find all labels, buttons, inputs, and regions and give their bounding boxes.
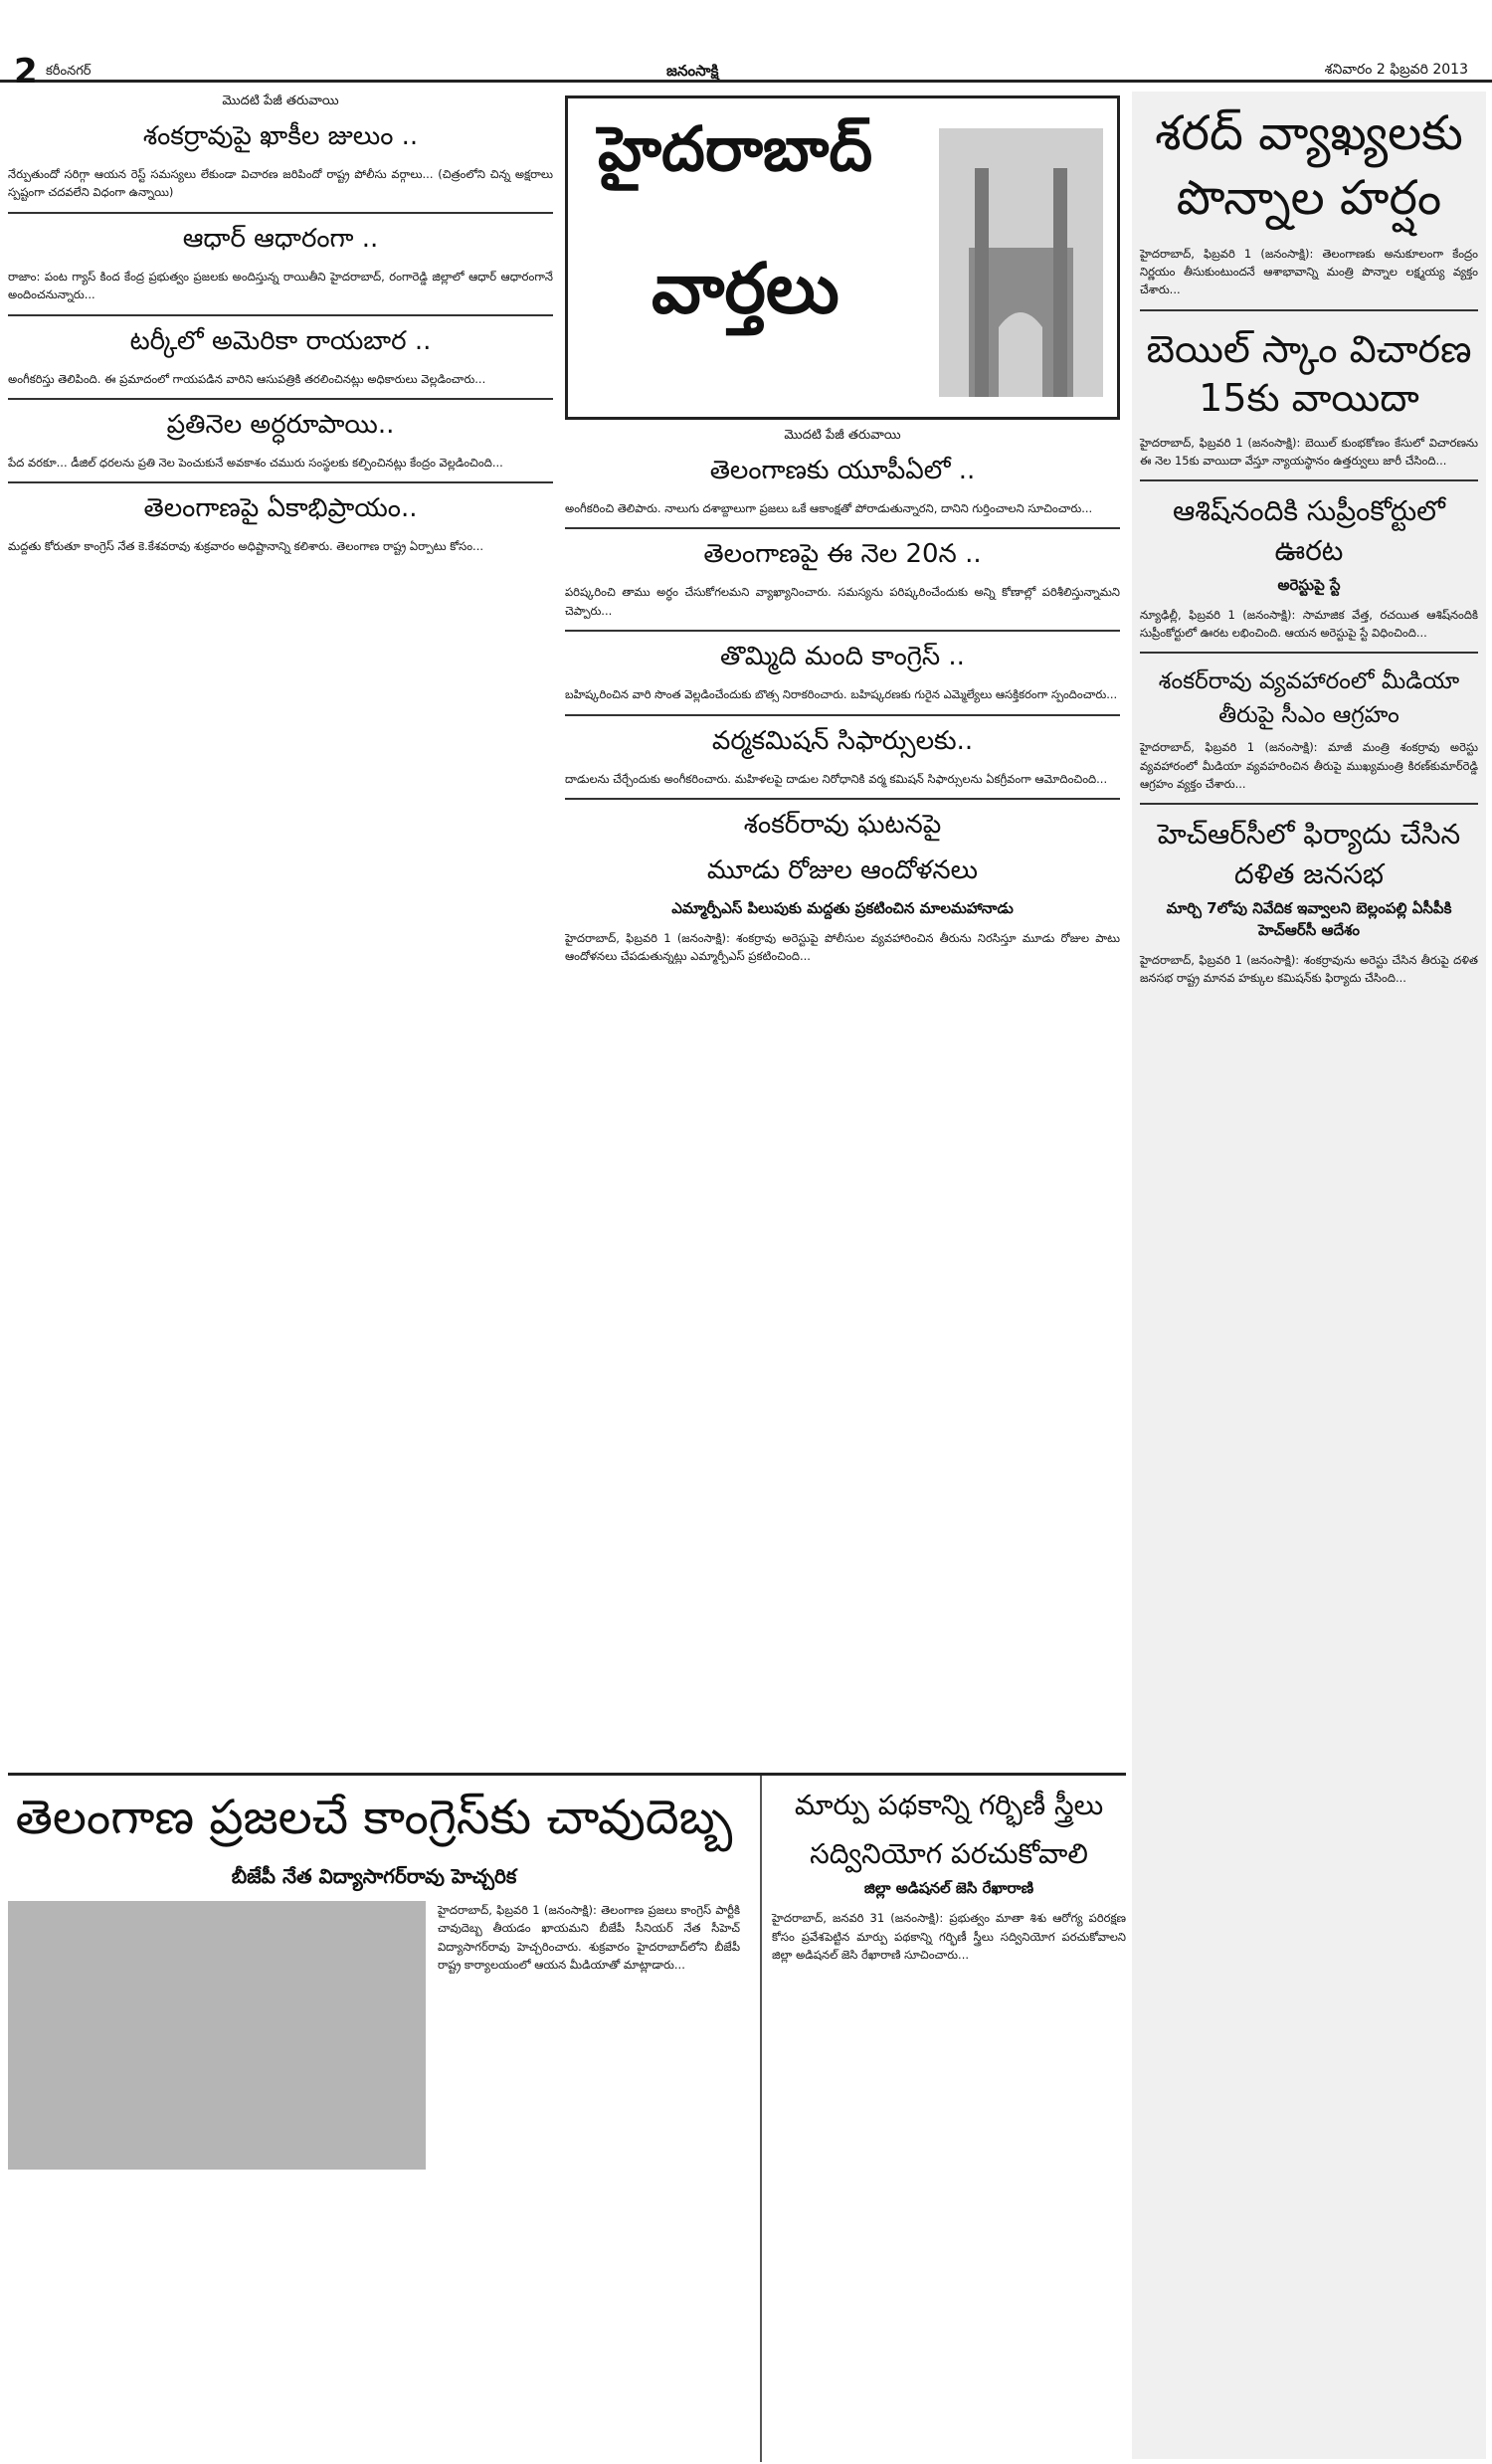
divider [565,630,1120,632]
column-left [8,92,553,1673]
banner-title-line1: హైదరాబాద్ [598,112,873,185]
article-body: హైదరాబాద్, ఫిబ్రవరి 1 (జనంసాక్షి): శంకర్రావు అరెస్టుపై పోలీసుల వ్యవహారించిన తీరును నిరసిస్తూ మూడు రోజుల పాటు ఆందోళనలు చేపడుతున్నట్లు ఎమ్మార్పీఎస్ ప్రకటించింది... [565,930,1120,964]
divider [1140,803,1478,805]
newspaper-brand: జనంసాక్షి [666,62,719,80]
lower-section [8,1773,1126,2462]
divider [8,212,553,214]
article-body: హైదరాబాద్, ఫిబ్రవరి 1 (జనంసాక్షి): బెయిల్ కుంభకోణం కేసులో విచారణను ఈ నెల 15కు వాయిదా వేస్తూ న్యాయస్థానం ఉత్తర్వులు జారీ చేసింది... [1140,435,1478,468]
article-heading: బెయిల్ స్కాం విచారణ 15కు వాయిదా [1146,326,1472,421]
article-heading: శంకర్రావుపై ఖాకీల జులుం .. [142,121,419,151]
divider [1140,652,1478,654]
article-body: హైదరాబాద్, ఫిబ్రవరి 1 (జనంసాక్షి): శంకర్రావును అరెస్టు చేసిన తీరుపై దళిత జనసభ రాష్ట్ర మానవ హక్కుల కమిషన్‌కు ఫిర్యాదు చేసింది... [1140,952,1478,986]
article-body: మద్దతు కోరుతూ కాంగ్రెస్ నేత కె.కేశవరావు శుక్రవారం అధిష్టానాన్ని కలిశారు. తెలంగాణ రాష్ట్ర ఏర్పాటు కోసం... [8,539,484,554]
column-right [1132,92,1486,2459]
article-body: హైదరాబాద్, జనవరి 31 (జనంసాక్షి): ప్రభుత్వం మాతా శిశు ఆరోగ్య పరిరక్షణ కోసం ప్రవేశపెట్టిన మార్పు పథకాన్ని గర్భిణీ స్త్రీలు సద్వినియోగ పరచుకోవాలని జిల్లా అడిషనల్ జెసి రేఖారాణి సూచించారు... [772,1911,1126,1963]
column-middle [565,92,1120,1763]
article-body: అంగీకరించి తెలిపారు. నాలుగు దశాబ్దాలుగా ప్రజలు ఒకే ఆకాంక్షతో పోరాడుతున్నారని, దానిని గుర్తించాలని సూచించారు... [565,501,1093,515]
divider [565,714,1120,716]
article-subheading: బీజేపీ నేత విద్యాసాగర్‌రావు హెచ్చరిక [231,1863,517,1888]
article-heading: తెలంగాణపై ఏకాభిప్రాయం.. [143,493,418,524]
hyderabad-news-banner [565,95,1120,420]
article-heading: శంకర్‌రావు వ్యవహారంలో మీడియా తీరుపై సీఎం ఆగ్రహం [1158,668,1460,728]
divider [565,527,1120,529]
continued-label: మొదటి పేజీ తరువాయి [784,428,901,443]
page-number: 2 [14,52,38,92]
article-heading: శరద్ వ్యాఖ్యలకు పొన్నాల హర్షం [1155,105,1463,226]
article-heading: తెలంగాణకు యూపీఏలో .. [709,456,976,485]
article-body: పేద వరకూ... డీజిల్ ధరలను ప్రతి నెల పెంచుకునే అవకాశం చమురు సంస్థలకు కల్పించినట్లు కేంద్రం వెల్లడించింది... [8,455,503,470]
masthead [0,0,1492,92]
article-body: దాడులను చేర్చేందుకు అంగీకరించారు. మహిళలపై దాడుల నిరోధానికి వర్మ కమిషన్ సిఫార్సులను ఏకగ్రీవంగా ఆమోదించింది... [565,771,1108,786]
article-body: పరిష్కరించి తాము అర్ధం చేసుకోగలమని వ్యాఖ్యానించారు. సమస్యను పరిష్కరించేందుకు అన్ని కోణాల్లో పరిశీలిస్తున్నామని చెప్పారు... [565,585,1120,618]
lower-right-article [760,1776,1126,2462]
article-body: రాజాం: పంట గ్యాస్ కింద కేంద్ర ప్రభుత్వం ప్రజలకు అందిస్తున్న రాయితీని హైదరాబాద్, రంగారెడ్డి జిల్లాలో ఆధార్ ఆధారంగానే అందించనున్నారు... [8,269,553,302]
article-heading: వర్మకమిషన్ సిఫార్సులకు.. [711,725,974,756]
article-subheading: మార్చి 7లోపు నివేదిక ఇవ్వాలని బెల్లంపల్లి ఏసీపీకి హెచ్‌ఆర్‌సీ ఆదేశం [1166,898,1452,939]
article-body: న్యూఢిల్లీ, ఫిబ్రవరి 1 (జనంసాక్షి): సామాజిక వేత్త, రచయిత ఆశిష్‌నందికి సుప్రీంకోర్టులో ఊరట లభించింది. ఆయన అరెస్టుపై స్టే విధించింది... [1140,607,1478,641]
divider [8,398,553,400]
article-heading: ఆధార్ ఆధారంగా .. [182,223,379,254]
article-subheading: ఎమ్మార్పీఎస్ పిలుపుకు మద్దతు ప్రకటించిన మాలమహానాడు [671,898,1014,917]
article-subheading: అరెస్టుపై స్టే [1277,575,1341,594]
charminar-photo [939,128,1103,397]
article-body: హైదరాబాద్, ఫిబ్రవరి 1 (జనంసాక్షి): తెలంగాణ ప్రజలు కాంగ్రెస్ పార్టీకి చావుదెబ్బ తీయడం ఖాయమని బీజేపీ సీనియర్ నేత సీహెచ్ విద్యాసాగర్‌రావు హెచ్చరించారు. శుక్రవారం హైదరాబాద్‌లోని బీజేపీ రాష్ట్ర కార్యాలయంలో ఆయన మీడియాతో మాట్లాడారు... [438,1902,740,1972]
divider [1140,309,1478,311]
article-heading: మార్పు పథకాన్ని గర్భిణీ స్త్రీలు [794,1789,1104,1821]
article-body: నేర్పుతుందో సరిగ్గా ఆయన రెస్ట్ సమస్యలు లేకుండా విచారణ జరిపిందో రాష్ట్ర పోలీసు వర్గాలు... (చిత్రంలోని చిన్న అక్షరాలు స్పష్టంగా చదవలేని విధంగా ఉన్నాయి) [8,167,553,200]
article-heading: సద్వినియోగ పరచుకోవాలి [810,1837,1088,1871]
edition-city: కరీంనగర్ [46,64,92,79]
article-body: హైదరాబాద్, ఫిబ్రవరి 1 (జనంసాక్షి): మాజీ మంత్రి శంకర్రావు అరెస్టు వ్యవహారంలో మీడియా వ్యవహరించిన తీరుపై ముఖ్యమంత్రి కిరణ్‌కుమార్‌రెడ్డి ఆగ్రహం వ్యక్తం చేశారు... [1140,740,1478,791]
continued-label: మొదటి పేజీ తరువాయి [222,94,339,108]
article-heading: ప్రతినెల అర్ధరూపాయి.. [166,409,395,440]
divider [565,798,1120,800]
banner-title-line2: వార్తలు [652,248,839,329]
article-heading: ఆశిష్‌నందికి సుప్రీంకోర్టులో ఊరట [1173,494,1445,567]
article-subheading: జిల్లా అడిషనల్ జెసి రేఖారాణి [863,1879,1034,1898]
article-body: అంగీకరిస్తు తెలిపింది. ఈ ప్రమాదంలో గాయపడిన వారిని ఆసుపత్రికి తరలించినట్లు అధికారులు వెల్లడించారు... [8,371,486,386]
article-heading: తెలంగాణ ప్రజలచే కాంగ్రెస్‌కు చావుదెబ్బ [15,1790,733,1845]
politicians-photo [8,1901,426,2170]
article-heading: తెలంగాణపై ఈ నెల 20న .. [703,539,982,570]
divider [8,314,553,316]
article-body: హైదరాబాద్, ఫిబ్రవరి 1 (జనంసాక్షి): తెలంగాణకు అనుకూలంగా కేంద్రం నిర్ణయం తీసుకుంటుందనే ఆశాభావాన్ని మంత్రి పొన్నాల లక్ష్మయ్య వ్యక్తం చేశారు... [1140,246,1478,297]
issue-date: శనివారం 2 ఫిబ్రవరి 2013 [1324,62,1468,78]
article-heading: శంకర్‌రావు ఘటనపై [743,809,942,840]
article-heading: మూడు రోజుల ఆందోళనలు [706,854,979,885]
article-heading: టర్కీలో అమెరికా రాయబార .. [129,325,432,356]
divider [8,481,553,483]
divider [1140,479,1478,481]
article-heading: హెచ్‌ఆర్‌సీలో ఫిర్యాదు చేసిన దళిత జనసభ [1157,818,1461,890]
article-body: బహిష్కరించిన వారి సొంత వెల్లడించేందుకు బొత్స నిరాకరించారు. బహిష్కరణకు గురైన ఎమ్మెల్యేలు ఆసక్తికరంగా స్పందించారు... [565,687,1118,702]
lower-left-article [8,1776,740,2462]
article-heading: తొమ్మిది మంది కాంగ్రెస్ .. [720,642,965,672]
